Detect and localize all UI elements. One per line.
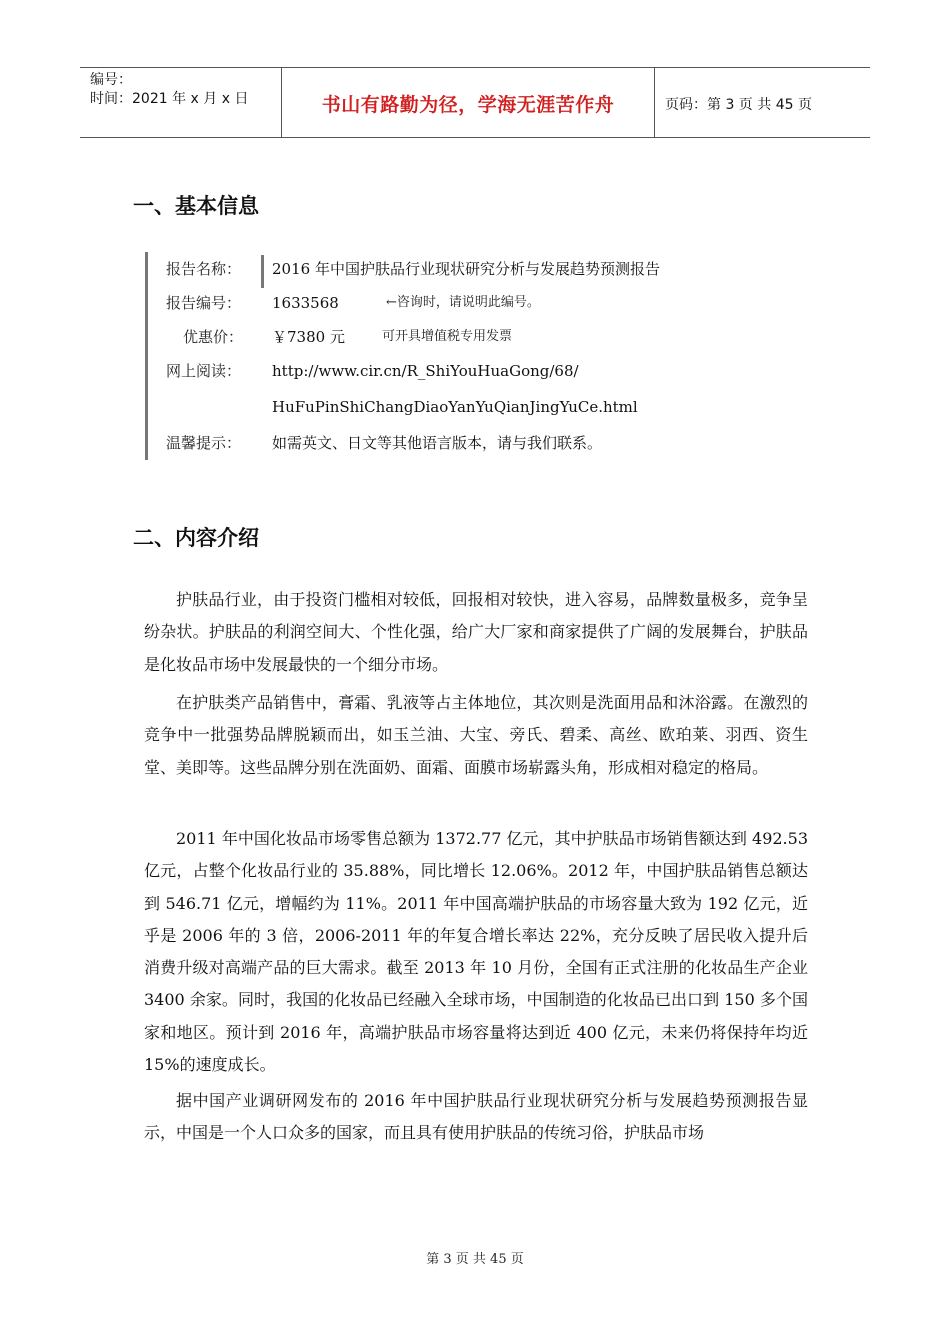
content-paragraph: 据中国产业调研网发布的 2016 年中国护肤品行业现状研究分析与发展趋势预测报告显示，中国是一个人口众多的国家，而且具有使用护肤品的传统习俗，护肤品市场	[144, 1091, 808, 1143]
report-url-link[interactable]: HuFuPinShiChangDiaoYanYuQianJingYuCe.html	[272, 398, 638, 416]
section-title-basic-info: 一、基本信息	[133, 194, 259, 218]
document-number-label: 编号：	[90, 72, 132, 88]
info-note: ←咨询时，请说明此编号。	[386, 295, 540, 310]
info-value: ￥7380 元	[272, 328, 345, 346]
info-value: 1633568	[272, 294, 339, 312]
info-label: 网上阅读：	[166, 362, 242, 380]
info-label: 优惠价：	[183, 328, 244, 346]
basic-info-block	[145, 252, 828, 460]
info-label: 报告编号：	[166, 294, 242, 312]
content-paragraph: 在护肤类产品销售中，膏霜、乳液等占主体地位，其次则是洗面用品和沐浴露。在激烈的竞争中一批强势品牌脱颖而出，如玉兰油、大宝、旁氏、碧柔、高丝、欧珀莱、羽西、资生堂、美即等。这些品牌分别在洗面奶、面霜、面膜市场崭露头角，形成相对稳定的格局。	[144, 693, 808, 777]
info-label: 报告名称：	[166, 260, 242, 278]
page-footer: 第 3 页 共 45 页	[426, 1252, 524, 1267]
header-page-number: 页码：第 3 页 共 45 页	[665, 97, 812, 113]
header-meta	[90, 71, 248, 109]
label-divider	[261, 255, 264, 288]
page-header	[80, 67, 870, 138]
info-note: 可开具增值税专用发票	[382, 329, 513, 344]
content-paragraph: 护肤品行业，由于投资门槛相对较低，回报相对较快，进入容易，品牌数量极多，竞争呈纷杂状。护肤品的利润空间大、个性化强，给广大厂家和商家提供了广阔的发展舞台，护肤品是化妆品市场中发展最快的一个细分市场。	[144, 590, 808, 674]
header-motto: 书山有路勤为径，学海无涯苦作舟	[321, 94, 615, 116]
document-time-label: 时间：2021 年 x 月 x 日	[90, 91, 249, 107]
header-divider	[654, 68, 655, 137]
info-value: 如需英文、日文等其他语言版本，请与我们联系。	[272, 434, 603, 452]
section-title-content-intro: 二、内容介绍	[133, 526, 259, 550]
report-url-link[interactable]: http://www.cir.cn/R_ShiYouHuaGong/68/	[272, 362, 579, 380]
content-paragraph: 2011 年中国化妆品市场零售总额为 1372.77 亿元，其中护肤品市场销售额达到 492.53 亿元，占整个化妆品行业的 35.88%，同比增长 12.06%。2012 年，中国护肤品销售总额达到 546.71 亿元，增幅约为 11%。2011 年中国高端护肤品的市场容量大致为 192 亿元，近乎是 2006 年的 3 倍，2006-2011 年的年复合增长率达 22%，充分反映了居民收入提升后消费升级对高端产品的巨大需求。截至 2013 年 10 月份，全国有正式注册的化妆品生产企业 3400 余家。同时，我国的化妆品已经融入全球市场，中国制造的化妆品已出口到 150 多个国家和地区。预计到 2016 年，高端护肤品市场容量将达到近 400 亿元，未来仍将保持年均近 15%的速度成长。	[144, 829, 808, 1075]
info-label: 温馨提示：	[166, 434, 242, 452]
info-value: 2016 年中国护肤品行业现状研究分析与发展趋势预测报告	[272, 260, 660, 278]
